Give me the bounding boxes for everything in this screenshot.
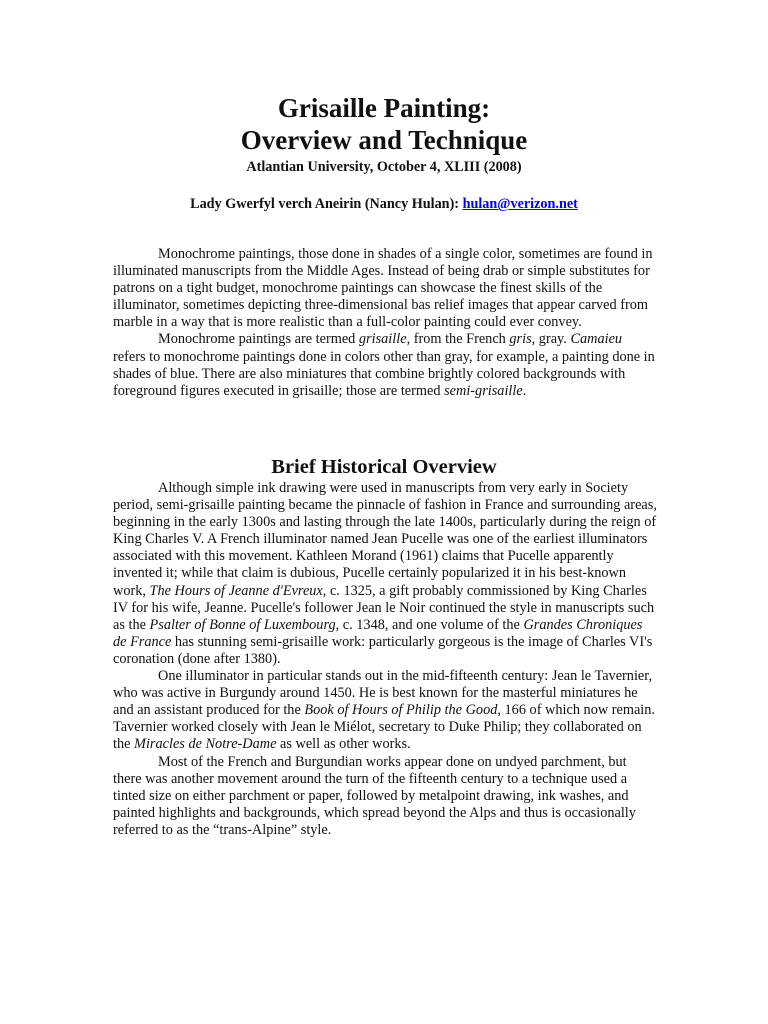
text-run: , c. 1348, and one volume of the xyxy=(335,616,524,633)
text-run: , 166 of which now remain. Tavernier worked closely with Jean le Miélot, secretary to Duke Philip; they collaborated on the xyxy=(113,702,656,753)
document-title-line-1: Grisaille Painting: xyxy=(277,93,491,123)
italic-term: Camaieu xyxy=(570,331,623,348)
text-run: refers to monochrome paintings done in colors other than gray, for example, a painting done in shades of blue. There are also miniatures that combine brightly colored backgrounds with foreground figures executed in grisaille; those are termed xyxy=(113,348,655,399)
italic-term: semi-grisaille xyxy=(444,382,523,399)
italic-title: Book of Hours of Philip the Good xyxy=(304,702,498,719)
text-run: has stunning semi-grisaille work: particularly gorgeous is the image of Charles VI's coronation (done after 1380). xyxy=(113,633,653,667)
text-run: One illuminator in particular stands out in the mid-fifteenth century: Jean le Tavernier, who was active in Burgundy around 1450. He is best known for the masterful miniatures he and an assistant produced for the xyxy=(113,668,653,719)
text-run: . xyxy=(522,382,527,399)
author-line xyxy=(0,196,768,213)
text-run: Monochrome paintings are termed xyxy=(158,331,359,348)
italic-title: Psalter of Bonne of Luxembourg xyxy=(149,616,336,633)
author-name: Lady Gwerfyl verch Aneirin (Nancy Hulan): xyxy=(190,196,463,212)
italic-term: gris xyxy=(509,331,532,348)
italic-title: The Hours of Jeanne d'Evreux xyxy=(149,582,323,599)
text-run: Although simple ink drawing were used in manuscripts from very early in Society period, semi-grisaille painting became the pinnacle of fashion in France and surrounding areas, beginning in the early 1300s and lasting through the late 1400s, particularly during the reign of King Charles V. A French illuminator named Jean Pucelle was one of the earliest illuminators associated with this movement. Kathleen Morand (1961) claims that Pucelle apparently invented it; while that claim is dubious, Pucelle certainly popularized it in his best-known work, xyxy=(113,480,657,599)
author-email-link[interactable]: hulan@verizon.net xyxy=(462,196,578,212)
history-paragraph-2 xyxy=(113,668,657,753)
italic-title: Miracles de Notre-Dame xyxy=(134,736,277,753)
history-paragraph-3: Most of the French and Burgundian works appear done on undyed parchment, but there was another movement around the turn of the fifteenth century to a technique used a tinted size on either parchment or paper, followed by metalpoint drawing, ink washes, and painted highlights and backgrounds, which spread beyond the Alps and thus is occasionally referred to as the “trans-Alpine” style. xyxy=(113,753,636,838)
intro-section xyxy=(113,246,657,400)
text-run: , from the French xyxy=(406,331,510,348)
text-run: , c. 1325, a gift probably commissioned by King Charles IV for his wife, Jeanne. Pucelle's follower Jean le Noir continued the style in manuscripts such as the xyxy=(113,582,655,633)
intro-paragraph-2 xyxy=(113,331,657,399)
text-run: as well as other works. xyxy=(276,736,411,753)
italic-title: Grandes Chroniques de France xyxy=(113,616,643,650)
intro-paragraph-1: Monochrome paintings, those done in shades of a single color, sometimes are found in illuminated manuscripts from the Middle Ages. Instead of being drab or simple substitutes for patrons on a tight budget, monochrome paintings can showcase the finest skills of the illuminator, sometimes depicting three-dimensional bas relief images that appear carved from marble in a way that is more realistic than a full-color painting could ever convey. xyxy=(113,246,653,331)
event-subtitle: Atlantian University, October 4, XLIII (2008) xyxy=(246,159,522,175)
history-paragraph-1 xyxy=(113,480,657,668)
history-section xyxy=(113,480,657,839)
text-run: , gray. xyxy=(531,331,571,348)
document-title-line-2: Overview and Technique xyxy=(240,125,528,155)
title-block xyxy=(0,92,768,213)
section-heading: Brief Historical Overview xyxy=(271,456,497,478)
italic-term: grisaille xyxy=(358,331,407,348)
